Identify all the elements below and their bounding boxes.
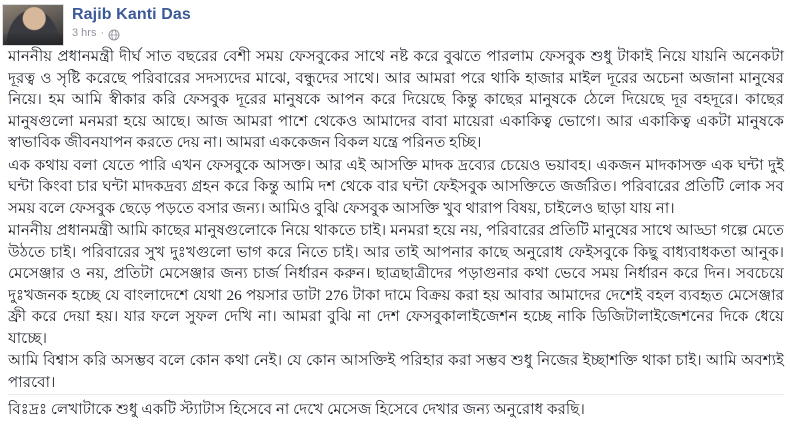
author-name[interactable]: Rajib Kanti Das — [72, 6, 191, 23]
post-note: বিঃদ্রঃ লেখাটাকে শুধু একটি স্ট্যাটাস হিসেবে না দেখে মেসেজ হিসেবে দেখার জন্য অনুরোধ করছি। — [8, 394, 784, 421]
post-paragraph: এক কথায় বলা যেতে পারি এখন ফেসবুকে আসক্ত। আর এই আসক্তি মাদক দ্রব্যের চেয়েও ভয়াবহ। একজন মাদকাসক্ত এক ঘন্টা দুই ঘন্টা কিংবা চার ঘন্টা মাদকদ্রব্য গ্রহন করে কিন্তু আমি দশ থেকে বার ঘন্টা ফেইসবুক আসক্তিতে জর্জরিত। পরিবারের প্রতিটি লোক সব সময় বলে ফেসবুক ছেড়ে পড়তে বসার জন্য। আমিও বুঝি ফেসবুক আসক্তি খুব থারাপ বিষয়, চাইলেও ছাড়া যায় না। — [8, 156, 784, 217]
post-timestamp[interactable]: 3 hrs — [72, 27, 97, 39]
avatar[interactable] — [2, 4, 64, 46]
post-paragraph: মাননীয় প্রধানমন্ত্রী দীর্ঘ সাত বছরের বেশী সময় ফেসবুকের সাথে নষ্ট করে বুঝতে পারলাম ফেসবুক শুধু টাকাই নিয়ে যায়নি অনেকটা দূরত্ব ও সৃষ্টি করেছে পরিবারের সদস্যদের মাঝে, বন্ধুদের সাথে। আর আমরা পরে থাকি হাজার মাইল দূরের অচেনা অজানা মানুষের নিয়ে। হম আমি স্বীকার করি ফেসবুক দূরের মানুষকে আপন করে দিয়েছে কিন্তু কাছের মানুষকে ঠেলে দিয়েছে দূর বহদূরে। কাছের মানুষগুলো মনমরা হয়ে আছে। আজ আমরা পাশে থেকেও আমাদের বাবা মায়েরা একাকিত্ব ভোগে। আর একাকিত্ব একটা মানুষকে স্বাভাবিক জীবনযাপন করতে দেয় না। আমরা এককেজন বিকল যন্ত্রে পরিনত হচ্ছি। — [8, 48, 784, 151]
post-header — [0, 0, 790, 44]
post-paragraph: মাননীয় প্রধানমন্ত্রী আমি কাছের মানুষগুলোকে নিয়ে থাকতে চাই। মনমরা হয়ে নয়, পরিবারের প্রতিটি মানুষের সাথে আড্ডা গল্পে মেতে উঠতে চাই। পরিবারের সুখ দুঃখগুলো ভাগ করে নিতে চাই। আর তাই আপনার কাছে অনুরোধ ফেইসবুকে কিছু বাধ্যবাধকতা আনুক। মেসেঞ্জার ও নয়, প্রতিটা মেসেঞ্জার জন্য চার্জ নির্ধারন করুন। ছাত্রছাত্রীদের পড়াগুনার কথা ভেবে সময় নির্ধারন করে দিন। সবচেয়ে দুঃখজনক হচ্ছে যে বাংলাদেশে যেথা 26 পয়সার ডাটা 276 টাকা দামে বিক্রয় করা হয় আবার আমাদের দেশেই বহল ব্যবহৃত মেসেঞ্জার ফ্রী করে দেয়া হয়। যার ফলে সুফল দেখি না। আমরা বুঝি না দেশ ফেসবুকালাইজেশন হচ্ছে নাকি ডিজিটালাইজেশনের দিকে ধেয়ে যাচ্ছে। — [8, 222, 784, 347]
post-meta — [72, 27, 191, 40]
meta-separator: · — [100, 27, 105, 39]
post-paragraph: আমি বিশ্বাস করি অসম্ভব বলে কোন কথা নেই। যে কোন আসক্তিই পরিহার করা সম্ভব শুধু নিজের ইচ্ছাশক্তি থাকা চাই। আমি অবশ্যই পারবো। — [8, 352, 784, 391]
post-body — [0, 44, 790, 421]
globe-icon[interactable] — [108, 29, 120, 41]
post-header-text — [64, 4, 191, 40]
